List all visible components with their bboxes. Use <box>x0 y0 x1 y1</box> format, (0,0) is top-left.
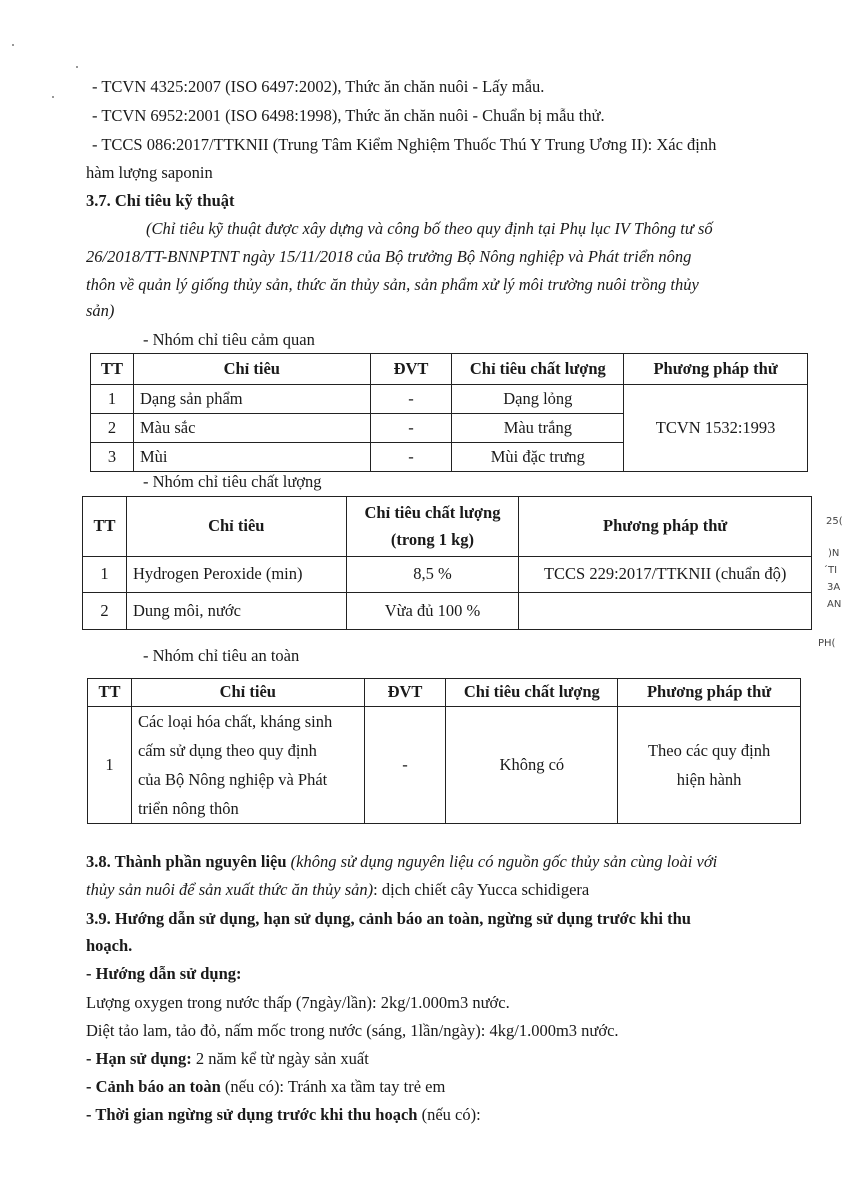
col-header-method: Phương pháp thử <box>618 679 801 707</box>
cell-tt: 2 <box>91 414 134 443</box>
table-row <box>83 593 812 630</box>
section-3-7-note-1: (Chỉ tiêu kỹ thuật được xây dựng và công bố theo quy định tại Phụ lục IV Thông tư số <box>146 219 713 238</box>
quality-group-label: - Nhóm chỉ tiêu chất lượng <box>143 472 322 491</box>
section-3-8-note-a: (không sử dụng nguyên liệu có nguồn gốc thủy sản cùng loài với <box>290 852 718 871</box>
cell-unit: - <box>370 414 452 443</box>
edge-stamp-fragment: PH( <box>818 638 836 649</box>
edge-stamp-fragment: AN <box>827 599 842 610</box>
criteria-line: cấm sử dụng theo quy định <box>137 741 317 760</box>
cell-quality: 8,5 % <box>346 557 519 593</box>
col-header-tt: TT <box>83 497 127 557</box>
safety-group-label: - Nhóm chỉ tiêu an toàn <box>143 646 300 665</box>
cell-quality: Vừa đủ 100 % <box>346 593 519 630</box>
section-3-7-heading: 3.7. Chỉ tiêu kỹ thuật <box>86 191 235 210</box>
cell-quality: Không có <box>446 707 618 824</box>
cell-unit: - <box>370 443 452 472</box>
safety-warning-line <box>86 1077 445 1098</box>
cell-criteria: Màu sắc <box>133 414 370 443</box>
safety-warning-value: (nếu có): Tránh xa tầm tay trẻ em <box>220 1077 446 1096</box>
safety-warning-label: - Cảnh báo an toàn <box>86 1077 221 1096</box>
sensory-table <box>90 353 808 472</box>
section-3-8-label: 3.8. Thành phần nguyên liệu <box>86 852 287 871</box>
cell-quality: Dạng lỏng <box>452 385 624 414</box>
section-3-9-heading-1: 3.9. Hướng dẫn sử dụng, hạn sử dụng, cảnh báo an toàn, ngừng sử dụng trước khi thu <box>86 909 691 928</box>
col-header-unit: ĐVT <box>364 679 446 707</box>
edge-stamp-fragment: )N <box>828 548 840 559</box>
quality-table <box>82 496 812 630</box>
cell-tt: 1 <box>83 557 127 593</box>
col-header-per-kg: (trong 1 kg) <box>390 529 475 549</box>
cell-criteria: Mùi <box>133 443 370 472</box>
section-3-7-note-2: 26/2018/TT-BNNPTNT ngày 15/11/2018 của Bộ trưởng Bộ Nông nghiệp và Phát triển nông <box>86 247 692 266</box>
col-header-criteria: Chỉ tiêu <box>126 497 346 557</box>
table-row <box>83 557 812 593</box>
cell-method <box>618 707 801 824</box>
col-header-method: Phương pháp thử <box>624 354 808 385</box>
cell-criteria: Hydrogen Peroxide (min) <box>126 557 346 593</box>
method-line: hiện hành <box>676 770 742 789</box>
usage-label: - Hướng dẫn sử dụng: <box>86 964 242 983</box>
cell-method <box>519 593 812 630</box>
cell-quality: Mùi đặc trưng <box>452 443 624 472</box>
cell-tt: 1 <box>88 707 132 824</box>
cell-unit: - <box>370 385 452 414</box>
col-header-quality-per-kg <box>346 497 519 557</box>
method-line: Theo các quy định <box>647 741 771 760</box>
edge-stamp-fragment: ́TI <box>828 565 838 576</box>
table-row <box>91 385 808 414</box>
usage-line-2: Diệt tảo lam, tảo đỏ, nấm mốc trong nước (sáng, 1lần/ngày): 4kg/1.000m3 nước. <box>86 1021 619 1040</box>
edge-stamp-fragment: 3A <box>827 582 841 593</box>
cell-criteria: Dung môi, nước <box>126 593 346 630</box>
cell-tt: 1 <box>91 385 134 414</box>
edge-stamp-fragment: 25( <box>826 516 843 527</box>
col-header-quality: Chỉ tiêu chất lượng <box>452 354 624 385</box>
withdrawal-label: - Thời gian ngừng sử dụng trước khi thu hoạch <box>86 1105 418 1124</box>
ref-line-4: hàm lượng saponin <box>86 163 213 182</box>
cell-criteria <box>131 707 364 824</box>
criteria-line: Các loại hóa chất, kháng sinh <box>137 712 333 731</box>
section-3-9-heading-2: hoạch. <box>86 936 133 955</box>
withdrawal-value: (nếu có): <box>417 1105 481 1124</box>
ref-line-2: - TCVN 6952:2001 (ISO 6498:1998), Thức ăn chăn nuôi - Chuẩn bị mẫu thử. <box>92 106 605 125</box>
scan-speck <box>76 66 78 68</box>
scan-speck <box>12 44 14 46</box>
usage-line-1: Lượng oxygen trong nước thấp (7ngày/lần): 2kg/1.000m3 nước. <box>86 993 510 1012</box>
cell-method: TCCS 229:2017/TTKNII (chuẩn độ) <box>519 557 812 593</box>
col-header-criteria: Chỉ tiêu <box>133 354 370 385</box>
col-header-quality: Chỉ tiêu chất lượng <box>446 679 618 707</box>
cell-tt: 2 <box>83 593 127 630</box>
section-3-8-line-1 <box>86 852 717 873</box>
col-header-quality: Chỉ tiêu chất lượng <box>364 502 501 522</box>
shelf-life-value: 2 năm kể từ ngày sản xuất <box>191 1049 369 1068</box>
cell-unit: - <box>364 707 446 824</box>
criteria-line: triển nông thôn <box>137 799 239 818</box>
sensory-group-label: - Nhóm chỉ tiêu cảm quan <box>143 330 315 349</box>
ref-line-3: - TCCS 086:2017/TTKNII (Trung Tâm Kiểm Nghiệm Thuốc Thú Y Trung Ương II): Xác định <box>92 135 717 154</box>
col-header-criteria: Chỉ tiêu <box>131 679 364 707</box>
section-3-8-note-b: thủy sản nuôi để sản xuất thức ăn thủy sản) <box>86 880 374 899</box>
cell-quality: Màu trắng <box>452 414 624 443</box>
shelf-life-line <box>86 1049 369 1070</box>
criteria-line: của Bộ Nông nghiệp và Phát <box>137 770 328 789</box>
safety-table <box>87 678 801 824</box>
col-header-unit: ĐVT <box>370 354 452 385</box>
scan-speck <box>52 96 54 98</box>
cell-criteria: Dạng sản phẩm <box>133 385 370 414</box>
section-3-7-note-3: thôn về quản lý giống thủy sản, thức ăn thủy sản, sản phẩm xử lý môi trường nuôi trồng thủy <box>86 275 699 294</box>
cell-tt: 3 <box>91 443 134 472</box>
shelf-life-label: - Hạn sử dụng: <box>86 1049 192 1068</box>
ref-line-1: - TCVN 4325:2007 (ISO 6497:2002), Thức ăn chăn nuôi - Lấy mẫu. <box>92 77 545 96</box>
section-3-8-ingredient: : dịch chiết cây Yucca schidigera <box>373 880 590 899</box>
table-row <box>88 707 801 824</box>
col-header-tt: TT <box>88 679 132 707</box>
col-header-method: Phương pháp thử <box>519 497 812 557</box>
withdrawal-line <box>86 1105 481 1126</box>
section-3-7-note-4: sản) <box>86 301 115 320</box>
section-3-8-line-2 <box>86 880 589 901</box>
col-header-tt: TT <box>91 354 134 385</box>
cell-method: TCVN 1532:1993 <box>624 385 808 472</box>
